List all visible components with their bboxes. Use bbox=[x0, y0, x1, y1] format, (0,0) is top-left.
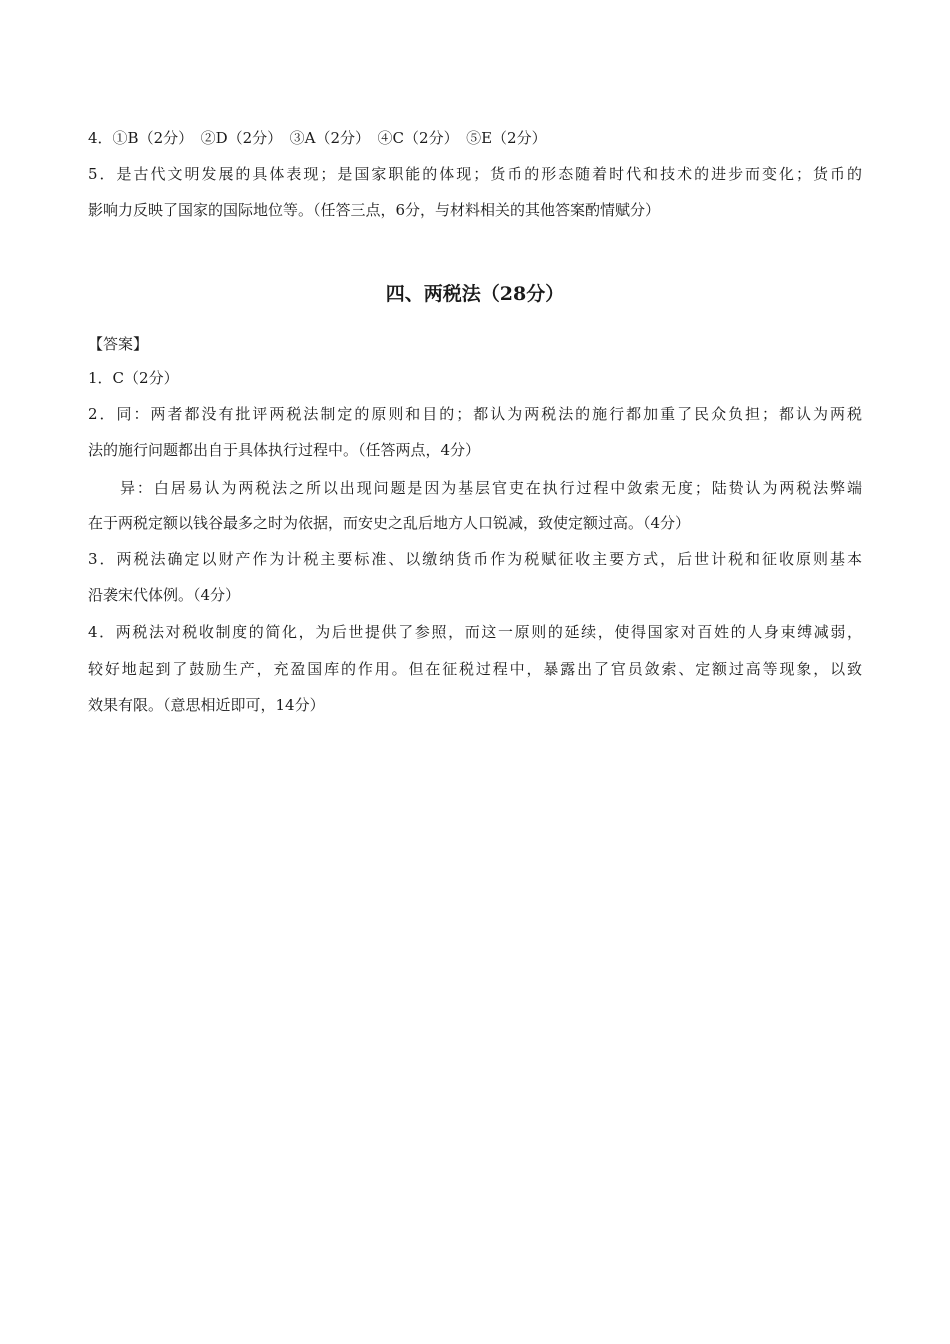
answer-q3-line1: 3．两税法确定以财产作为计税主要标准、以缴纳货币作为税赋征收主要方式，后世计税和征收原则基本 bbox=[88, 550, 862, 568]
answer-part3-q5-line2: 影响力反映了国家的国际地位等。（任答三点，6分，与材料相关的其他答案酌情赋分） bbox=[88, 201, 661, 219]
answer-part3-q5-line1: 5．是古代文明发展的具体表现；是国家职能的体现；货币的形态随着时代和技术的进步而变化；货币的 bbox=[88, 165, 862, 183]
section-title: 四、两税法（28分） bbox=[385, 283, 565, 305]
answer-q1: 1．C（2分） bbox=[88, 369, 179, 387]
answer-q2-line1: 2．同：两者都没有批评两税法制定的原则和目的；都认为两税法的施行都加重了民众负担；都认为两税 bbox=[88, 405, 862, 423]
answer-q4-line3: 效果有限。（意思相近即可，14分） bbox=[88, 696, 325, 714]
answer-q4-line2: 较好地起到了鼓励生产，充盈国库的作用。但在征税过程中，暴露出了官员敛索、定额过高等现象，以致 bbox=[88, 660, 862, 678]
answer-q3-line2: 沿袭宋代体例。（4分） bbox=[88, 586, 241, 604]
answer-q4-line1: 4．两税法对税收制度的简化，为后世提供了参照，而这一原则的延续，使得国家对百姓的人身束缚减弱， bbox=[88, 623, 862, 641]
answer-part3-q4: 4．①B（2分） ②D（2分） ③A（2分） ④C（2分） ⑤E（2分） bbox=[88, 129, 547, 147]
answer-q2-line2: 法的施行问题都出自于具体执行过程中。（任答两点，4分） bbox=[88, 441, 481, 459]
answer-label: 【答案】 bbox=[88, 335, 149, 353]
answer-q2-diff-line1: 异：白居易认为两税法之所以出现问题是因为基层官吏在执行过程中敛索无度；陆贽认为两税法弊端 bbox=[120, 479, 862, 497]
answer-q2-diff-line2: 在于两税定额以钱谷最多之时为依据，而安史之乱后地方人口锐减，致使定额过高。（4分） bbox=[88, 514, 691, 532]
